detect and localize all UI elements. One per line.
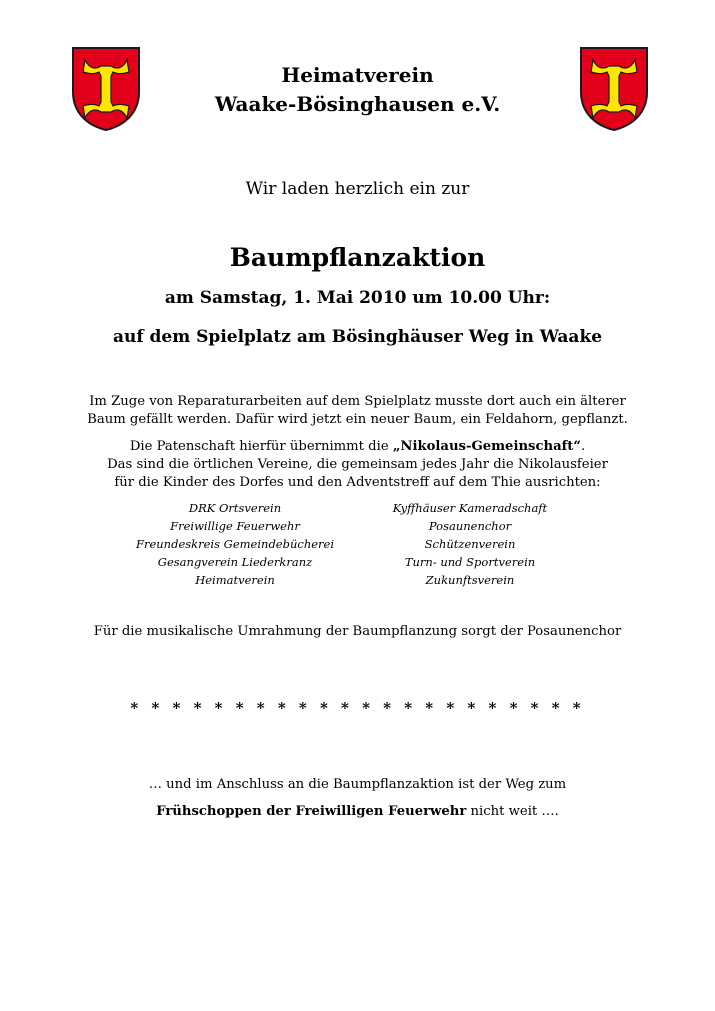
club-item: Heimatverein xyxy=(195,573,275,587)
separator-stars: * * * * * * * * * * * * * * * * * * * * * * xyxy=(130,699,585,717)
club-list-left xyxy=(110,499,360,589)
club-item: Freundeskreis Gemeindebücherei xyxy=(135,537,335,551)
club-item: Freiwillige Feuerwehr xyxy=(170,519,300,533)
paragraph-line: Das sind die örtlichen Vereine, die gemeinsam jedes Jahr die Nikolausfeier xyxy=(107,457,608,472)
paragraph-text: . xyxy=(580,439,586,454)
sponsorship-paragraph xyxy=(0,438,715,492)
closing-text: nicht weit …. xyxy=(466,804,559,819)
paragraph-text: Die Patenschaft hierfür übernimmt die xyxy=(129,439,393,454)
paragraph-line xyxy=(0,438,715,456)
organization-name-line-1: Heimatverein xyxy=(281,63,434,87)
sponsor-name: „Nikolaus-Gemeinschaft“ xyxy=(392,439,581,454)
paragraph-line: für die Kinder des Dorfes und den Adventstreff auf dem Thie ausrichten: xyxy=(114,475,601,490)
club-item: Turn- und Sportverein xyxy=(404,555,536,569)
organization-name xyxy=(0,61,715,119)
club-item: Posaunenchor xyxy=(428,519,512,533)
club-item: Zukunftsverein xyxy=(425,573,515,587)
event-date: am Samstag, 1. Mai 2010 um 10.00 Uhr: xyxy=(164,288,551,308)
club-item: Gesangverein Liederkranz xyxy=(157,555,313,569)
music-note: Für die musikalische Umrahmung der Baumpflanzung sorgt der Posaunenchor xyxy=(93,624,622,639)
invitation-intro: Wir laden herzlich ein zur xyxy=(245,179,470,199)
closing-note xyxy=(0,771,715,825)
club-list-right xyxy=(345,499,595,589)
event-place: auf dem Spielplatz am Bösinghäuser Weg in Waake xyxy=(112,327,603,347)
intro-paragraph xyxy=(0,393,715,429)
closing-line: … und im Anschluss an die Baumpflanzaktion ist der Weg zum xyxy=(148,777,567,792)
club-item: Schützenverein xyxy=(424,537,516,551)
club-item: DRK Ortsverein xyxy=(188,501,282,515)
paragraph-line: Baum gefällt werden. Dafür wird jetzt ein neuer Baum, ein Feldahorn, gepflanzt. xyxy=(87,412,628,427)
organization-name-line-2: Waake-Bösinghausen e.V. xyxy=(214,92,501,116)
event-title: Baumpflanzaktion xyxy=(229,243,486,272)
fruehschoppen-highlight: Frühschoppen der Freiwilligen Feuerwehr xyxy=(156,804,467,819)
paragraph-line: Im Zuge von Reparaturarbeiten auf dem Spielplatz musste dort auch ein älterer xyxy=(89,394,626,409)
club-item: Kyffhäuser Kameradschaft xyxy=(392,501,548,515)
closing-line xyxy=(0,798,715,825)
